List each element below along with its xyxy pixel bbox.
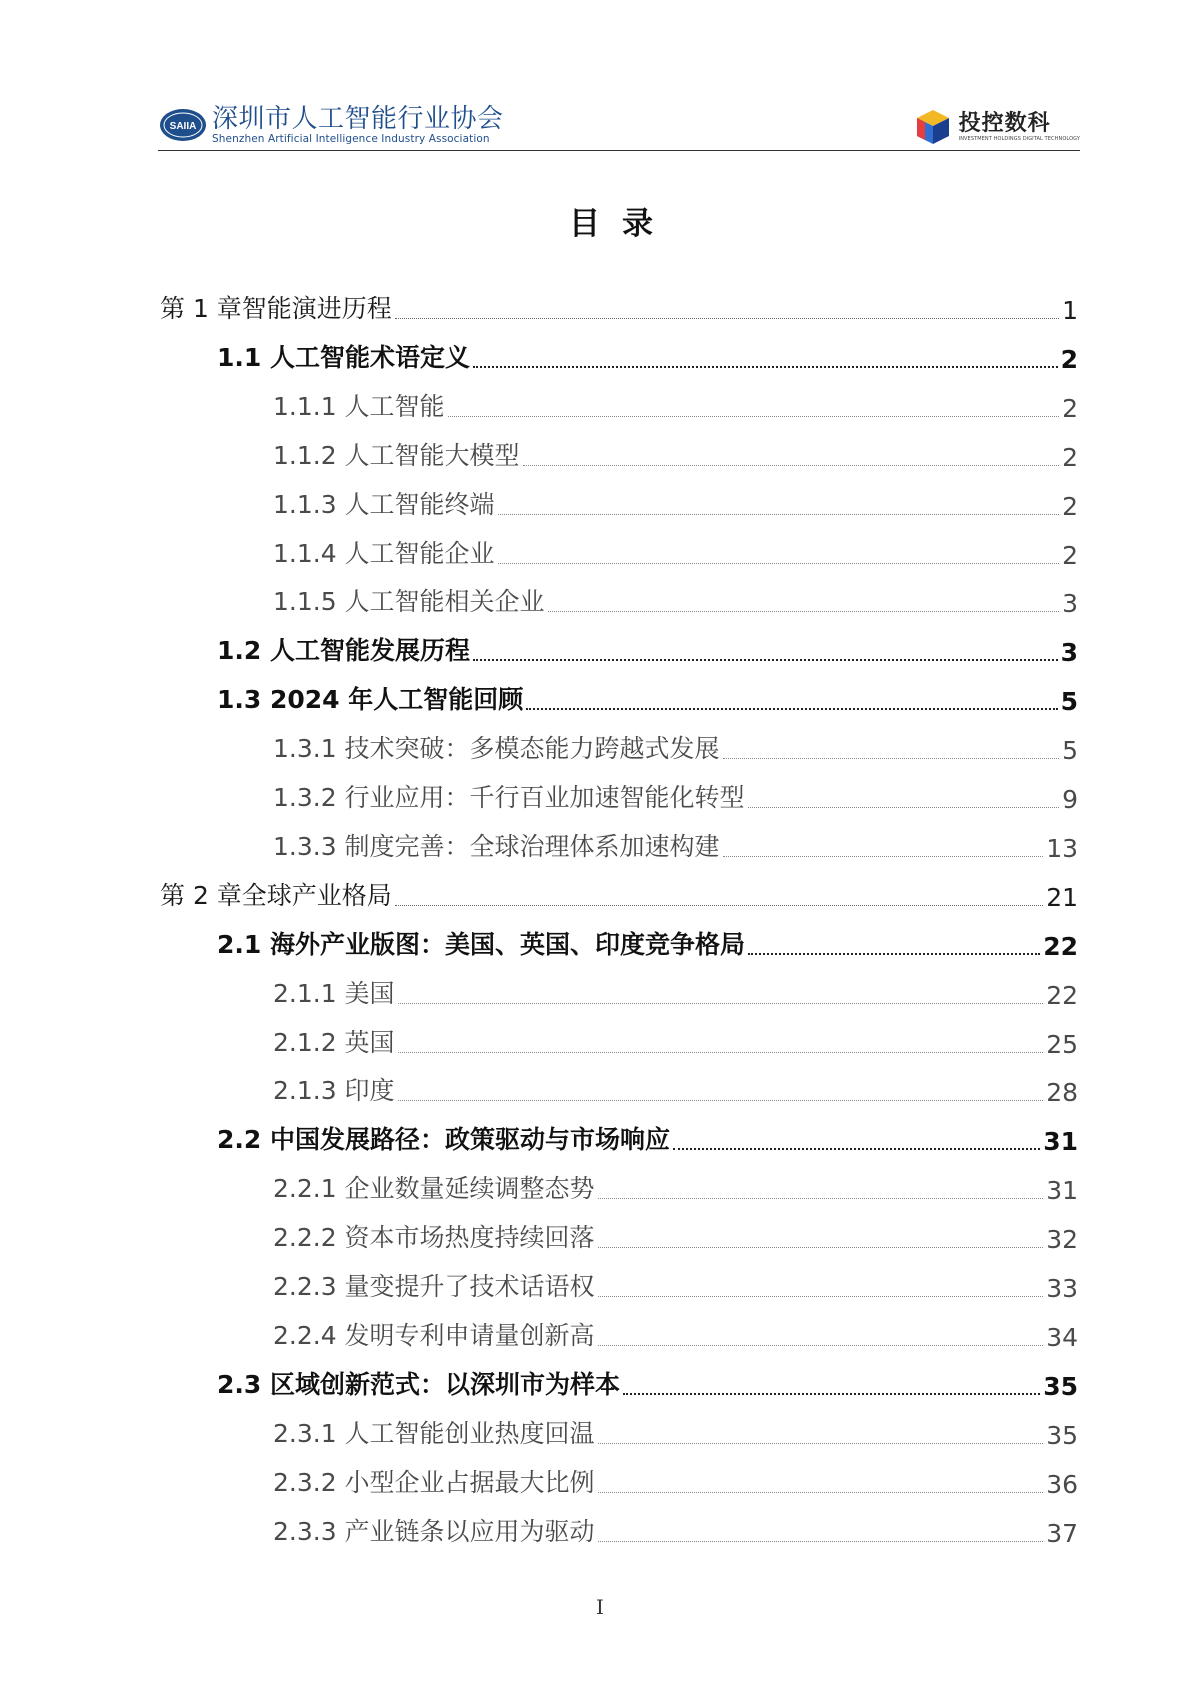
page-number: I xyxy=(596,1595,604,1619)
toc-entry-label: 2.3 区域创新范式：以深圳市为样本 xyxy=(217,1369,620,1399)
toc-entry[interactable] xyxy=(273,1019,1078,1059)
page-header xyxy=(158,100,1080,152)
toc-title: 目录 xyxy=(569,206,675,242)
toc-entry-label: 2.1 海外产业版图：美国、英国、印度竞争格局 xyxy=(217,929,745,959)
toc-entry-page: 1 xyxy=(1062,296,1078,325)
toc-entry-page: 2 xyxy=(1062,442,1078,472)
toc-entry-label: 2.2.1 企业数量延续调整态势 xyxy=(273,1174,595,1204)
toc-entry-page: 35 xyxy=(1043,1371,1078,1401)
toc-entry[interactable] xyxy=(217,334,1078,374)
toc-entry-page: 3 xyxy=(1060,638,1078,668)
toc-entry-page: 35 xyxy=(1046,1420,1078,1450)
toc-entry-label: 2.1.1 美国 xyxy=(273,978,395,1008)
toc-entry[interactable] xyxy=(273,774,1078,814)
toc-entry[interactable] xyxy=(273,578,1078,618)
toc-entry[interactable] xyxy=(273,1165,1078,1205)
toc-entry-label: 1.1.4 人工智能企业 xyxy=(273,538,495,568)
toc-entry[interactable] xyxy=(273,970,1078,1010)
toc-leader-dots xyxy=(598,1492,1044,1493)
toc-entry-page: 5 xyxy=(1060,687,1078,717)
toc-entry-label: 1.1 人工智能术语定义 xyxy=(217,342,470,372)
toc-entry[interactable] xyxy=(273,1459,1078,1499)
toc-leader-dots xyxy=(748,807,1060,808)
toc-entry[interactable] xyxy=(217,1116,1078,1156)
toc-leader-dots xyxy=(723,758,1060,759)
toc-entry-label: 1.1.1 人工智能 xyxy=(273,391,445,421)
toc-entry-label: 2.2 中国发展路径：政策驱动与市场响应 xyxy=(217,1125,670,1155)
toc-entry-page: 28 xyxy=(1046,1078,1078,1108)
toc-entry-page: 37 xyxy=(1046,1518,1078,1548)
toc-leader-dots xyxy=(395,318,1059,319)
toc-entry-label: 2.3.3 产业链条以应用为驱动 xyxy=(273,1516,595,1546)
toc-entry-page: 33 xyxy=(1046,1274,1078,1303)
toc-leader-dots xyxy=(598,1345,1044,1346)
toc-entry-page: 31 xyxy=(1046,1176,1078,1206)
toc-entry-page: 31 xyxy=(1043,1127,1078,1157)
brand-name xyxy=(959,112,1080,143)
toc-entry[interactable] xyxy=(273,1067,1078,1107)
toc-entry-page: 34 xyxy=(1046,1322,1078,1352)
toc-leader-dots xyxy=(748,953,1040,955)
saiia-badge-icon xyxy=(158,107,208,143)
toc-entry[interactable] xyxy=(273,725,1078,765)
toc-leader-dots xyxy=(526,708,1057,710)
toc-entry-label: 2.2.3 量变提升了技术话语权 xyxy=(273,1272,595,1301)
toc-entry[interactable] xyxy=(273,481,1078,521)
toc-entry-page: 32 xyxy=(1046,1225,1078,1255)
toc-entry-label: 第 1 章智能演进历程 xyxy=(160,294,392,323)
toc-entry-page: 2 xyxy=(1060,344,1078,374)
toc-leader-dots xyxy=(398,1052,1044,1053)
toc-entry[interactable] xyxy=(217,676,1078,716)
toc-entry[interactable] xyxy=(160,285,1078,325)
toc-entry[interactable] xyxy=(273,432,1078,472)
toc-entry-label: 第 2 章全球产业格局 xyxy=(160,880,392,910)
brand-name-cn: 投控数科 xyxy=(958,110,1051,136)
toc-entry[interactable] xyxy=(217,921,1078,961)
toc-entry-page: 13 xyxy=(1046,833,1078,863)
toc-entry-label: 2.1.2 英国 xyxy=(273,1027,395,1057)
toc-leader-dots xyxy=(598,1541,1044,1542)
toc-entry-label: 1.2 人工智能发展历程 xyxy=(217,636,470,666)
toc-entry-label: 2.2.2 资本市场热度持续回落 xyxy=(273,1223,595,1253)
toc-entry-label: 1.1.5 人工智能相关企业 xyxy=(273,587,545,617)
toc-entry[interactable] xyxy=(273,1263,1078,1303)
org-name-cn: 深圳市人工智能行业协会 xyxy=(212,104,504,134)
toc-entry[interactable] xyxy=(160,872,1078,912)
toc-entry-page: 5 xyxy=(1062,736,1078,766)
header-divider xyxy=(158,150,1080,151)
toc-entry-label: 1.1.3 人工智能终端 xyxy=(273,489,495,519)
toc-leader-dots xyxy=(398,1003,1044,1004)
toc-leader-dots xyxy=(523,465,1060,466)
toc-leader-dots xyxy=(395,905,1043,906)
toc-entry[interactable] xyxy=(273,383,1078,423)
toc-leader-dots xyxy=(598,1198,1044,1199)
toc-leader-dots xyxy=(473,366,1058,368)
brand-name-en: INVESTMENT HOLDINGS DIGITAL TECHNOLOGY xyxy=(958,135,1080,142)
org-name xyxy=(212,105,504,145)
toc-entry-label: 1.1.2 人工智能大模型 xyxy=(273,440,520,470)
toc-entry-page: 36 xyxy=(1046,1469,1078,1499)
toc-entry-page: 2 xyxy=(1062,491,1078,521)
toc-entry-label: 1.3 2024 年人工智能回顾 xyxy=(217,685,524,715)
toc-entry[interactable] xyxy=(273,823,1078,863)
toc-entry-page: 3 xyxy=(1062,589,1078,619)
toc-leader-dots xyxy=(473,659,1058,661)
toc-entry[interactable] xyxy=(217,627,1078,667)
toc-entry-page: 9 xyxy=(1062,785,1078,814)
cube-logo-icon xyxy=(913,107,953,147)
toc-entry-label: 1.3.1 技术突破：多模态能力跨越式发展 xyxy=(273,734,720,764)
toc-entry-page: 2 xyxy=(1062,393,1078,423)
toc-entry[interactable] xyxy=(273,1410,1078,1450)
toc-leader-dots xyxy=(548,611,1060,612)
toc-entry-label: 2.3.1 人工智能创业热度回温 xyxy=(273,1418,595,1448)
toc-leader-dots xyxy=(498,563,1060,564)
toc-leader-dots xyxy=(598,1247,1044,1248)
toc-entry-label: 2.2.4 发明专利申请量创新高 xyxy=(273,1320,595,1350)
toc-leader-dots xyxy=(598,1443,1044,1444)
toc-entry[interactable] xyxy=(273,1508,1078,1548)
toc-leader-dots xyxy=(598,1296,1044,1297)
toc-entry-label: 2.3.2 小型企业占据最大比例 xyxy=(273,1467,595,1497)
saiia-logo xyxy=(158,102,504,148)
toc-entry[interactable] xyxy=(273,530,1078,570)
toc-leader-dots xyxy=(673,1148,1040,1150)
toc-entry[interactable] xyxy=(273,1214,1078,1254)
toc-entry-page: 21 xyxy=(1046,882,1078,912)
toc-entry-label: 1.3.3 制度完善：全球治理体系加速构建 xyxy=(273,831,720,861)
toc-entry-label: 1.3.2 行业应用：千行百业加速智能化转型 xyxy=(273,783,745,812)
toc-leader-dots xyxy=(448,416,1060,417)
toc-entry-label: 2.1.3 印度 xyxy=(273,1076,395,1106)
toc-leader-dots xyxy=(398,1100,1044,1101)
toc-leader-dots xyxy=(723,856,1044,857)
toc-entry-page: 22 xyxy=(1043,931,1078,961)
toc-entry[interactable] xyxy=(273,1312,1078,1352)
toc-entry-page: 2 xyxy=(1062,540,1078,570)
org-name-en: Shenzhen Artificial Intelligence Industry Association xyxy=(212,133,490,145)
toc-leader-dots xyxy=(498,514,1060,515)
toc-entry-page: 25 xyxy=(1046,1029,1078,1059)
saiia-badge-text: SAIIA xyxy=(169,121,197,132)
brand-logo xyxy=(913,106,1080,148)
toc-entry[interactable] xyxy=(217,1361,1078,1401)
toc-leader-dots xyxy=(623,1393,1040,1395)
toc-entry-page: 22 xyxy=(1046,980,1078,1010)
